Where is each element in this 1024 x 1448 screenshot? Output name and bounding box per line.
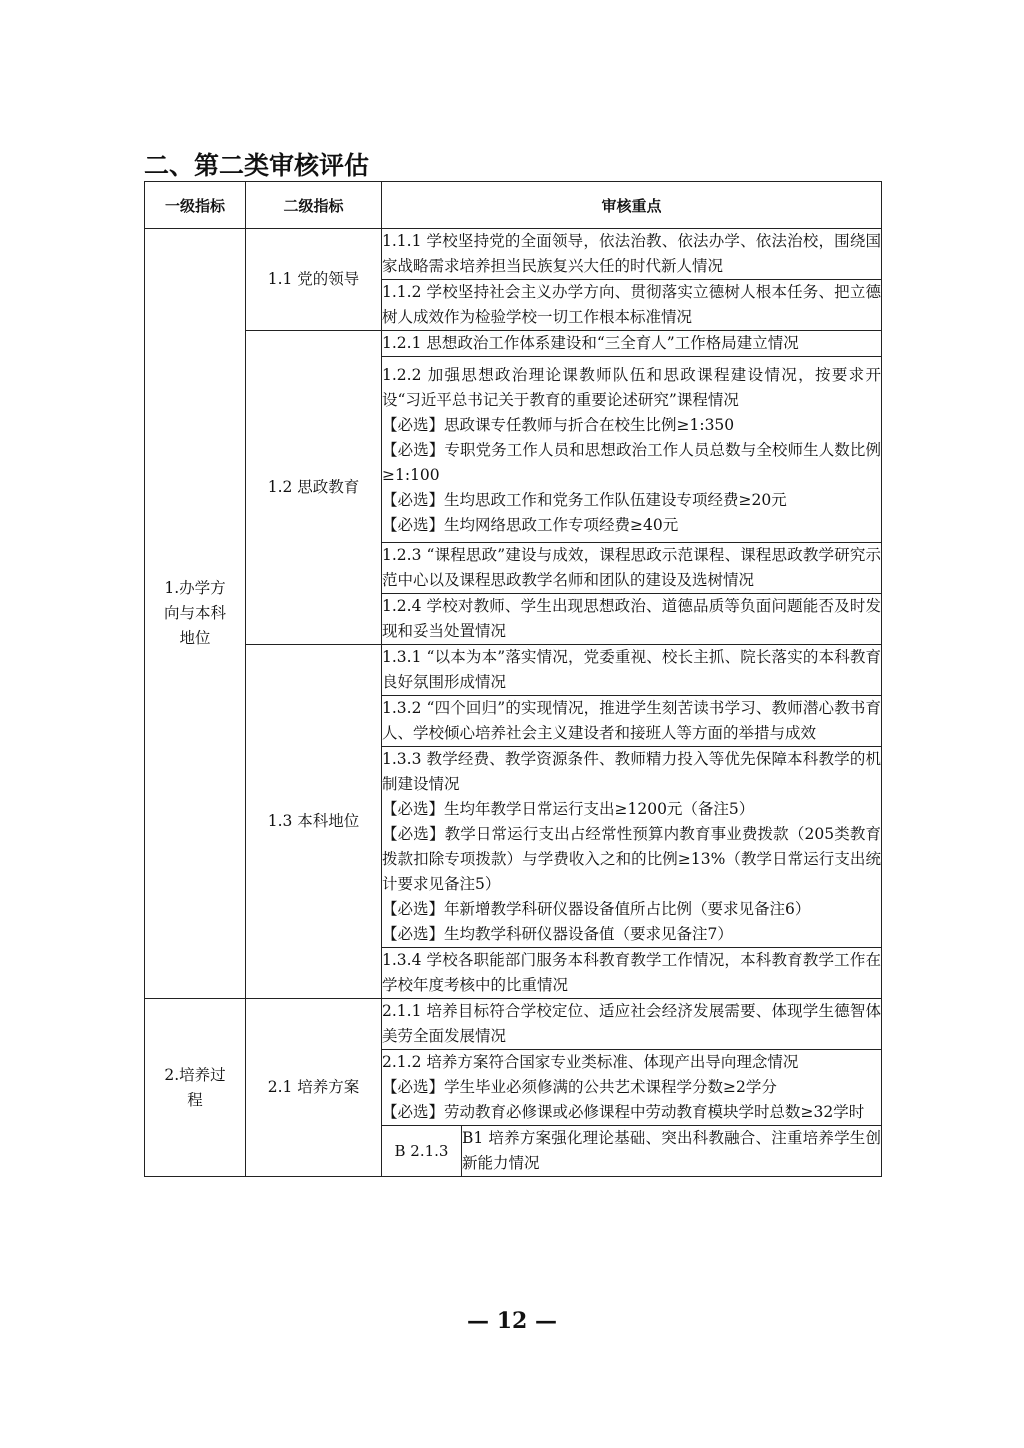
- review-point-line: 【必选】专职党务工作人员和思想政治工作人员总数与全校师生人数比例≥1:100: [382, 441, 882, 484]
- review-point-line: 2.1.2 培养方案符合国家专业类标准、体现产出导向理念情况: [382, 1053, 799, 1071]
- review-point-line: 1.1.2 学校坚持社会主义办学方向、贯彻落实立德树人根本任务、把立德树人成效作为检验学校一切工作根本标准情况: [382, 283, 882, 326]
- second-level-indicator: 1.1 党的领导: [246, 229, 382, 331]
- review-point: [382, 1050, 882, 1126]
- table-row: [145, 331, 882, 357]
- review-point-line: 1.1.1 学校坚持党的全面领导，依法治教、依法办学、依法治校，围绕国家战略需求培养担当民族复兴大任的时代新人情况: [382, 232, 882, 275]
- review-point: [382, 948, 882, 999]
- first-level-indicator: 1.办学方向与本科地位: [145, 229, 246, 999]
- header-first-level: 一级指标: [145, 182, 246, 229]
- review-point: [382, 999, 882, 1050]
- review-point: [382, 747, 882, 948]
- review-table: [144, 181, 882, 1177]
- review-point: [382, 331, 882, 357]
- review-point: [382, 594, 882, 645]
- review-point: B1 培养方案强化理论基础、突出科教融合、注重培养学生创新能力情况: [462, 1126, 882, 1177]
- header-review-points: 审核重点: [382, 182, 882, 229]
- review-point-line: 1.3.3 教学经费、教学资源条件、教师精力投入等优先保障本科教学的机制建设情况: [382, 750, 882, 793]
- review-point-line: 【必选】年新增教学科研仪器设备值所占比例（要求见备注6）: [382, 900, 811, 918]
- review-point-line: 1.3.2 “四个回归”的实现情况，推进学生刻苦读书学习、教师潜心教书育人、学校倾心培养社会主义建设者和接班人等方面的举措与成效: [382, 699, 882, 742]
- table-row: [145, 999, 882, 1050]
- table-row: [145, 229, 882, 280]
- second-level-indicator: 1.2 思政教育: [246, 331, 382, 645]
- review-point: [382, 280, 882, 331]
- review-point-line: 1.2.2 加强思想政治理论课教师队伍和思政课程建设情况，按要求开设“习近平总书记关于教育的重要论述研究”课程情况: [382, 366, 882, 409]
- review-point-line: 【必选】学生毕业必须修满的公共艺术课程学分数≥2学分: [382, 1078, 777, 1096]
- review-point: [382, 696, 882, 747]
- review-point-line: 【必选】教学日常运行支出占经常性预算内教育事业费拨款（205类教育拨款扣除专项拨款）与学费收入之和的比例≥13%（教学日常运行支出统计要求见备注5）: [382, 825, 882, 893]
- page-title: 二、第二类审核评估: [144, 151, 370, 180]
- table-row: [145, 645, 882, 696]
- review-point-line: 【必选】生均思政工作和党务工作队伍建设专项经费≥20元: [382, 491, 787, 509]
- review-point-line: 【必选】生均教学科研仪器设备值（要求见备注7）: [382, 925, 733, 943]
- review-point-line: 1.3.1 “以本为本”落实情况，党委重视、校长主抓、院长落实的本科教育良好氛围形成情况: [382, 648, 882, 691]
- review-point-line: 1.2.1 思想政治工作体系建设和“三全育人”工作格局建立情况: [382, 334, 799, 352]
- first-level-indicator: 2.培养过程: [145, 999, 246, 1177]
- review-point: [382, 357, 882, 543]
- header-second-level: 二级指标: [246, 182, 382, 229]
- review-point-line: 1.2.4 学校对教师、学生出现思想政治、道德品质等负面问题能否及时发现和妥当处置情况: [382, 597, 882, 640]
- second-level-indicator: 2.1 培养方案: [246, 999, 382, 1177]
- table-header-row: [145, 182, 882, 229]
- review-point-line: 【必选】思政课专任教师与折合在校生比例≥1:350: [382, 416, 735, 434]
- review-point-line: 【必选】生均年教学日常运行支出≥1200元（备注5）: [382, 800, 755, 818]
- second-level-indicator: 1.3 本科地位: [246, 645, 382, 999]
- review-point-line: 1.3.4 学校各职能部门服务本科教育教学工作情况，本科教育教学工作在学校年度考核中的比重情况: [382, 951, 882, 994]
- page-number: — 12 —: [467, 1308, 557, 1334]
- review-point-line: 2.1.1 培养目标符合学校定位、适应社会经济发展需要、体现学生德智体美劳全面发展情况: [382, 1002, 882, 1045]
- review-point-line: 【必选】劳动教育必修课或必修课程中劳动教育模块学时总数≥32学时: [382, 1103, 865, 1121]
- review-point-line: 1.2.3 “课程思政”建设与成效，课程思政示范课程、课程思政教学研究示范中心以及课程思政教学名师和团队的建设及选树情况: [382, 546, 882, 589]
- review-point: [382, 645, 882, 696]
- sub-point-code: B 2.1.3: [382, 1126, 462, 1177]
- review-point: [382, 229, 882, 280]
- review-point: [382, 543, 882, 594]
- review-point-line: 【必选】生均网络思政工作专项经费≥40元: [382, 516, 679, 534]
